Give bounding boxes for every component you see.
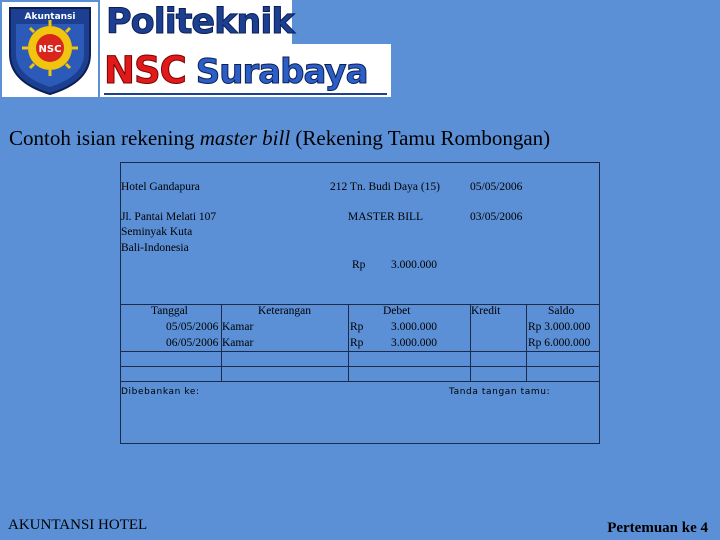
address-line: Seminyak Kuta — [121, 226, 193, 238]
footer-session: Pertemuan ke 4 — [607, 520, 708, 536]
row-debet: 3.000.000 — [391, 321, 437, 333]
footer-course: AKUNTANSI HOTEL — [8, 517, 148, 533]
row-tanggal: 06/05/2006 — [166, 337, 219, 349]
deposit-amount: 3.000.000 — [391, 259, 437, 271]
row-tanggal: 05/05/2006 — [166, 321, 219, 333]
politeknik-logo — [100, 0, 391, 97]
ledger-column-divider — [348, 304, 349, 381]
column-saldo: Saldo — [548, 305, 575, 317]
column-debet: Debet — [383, 305, 411, 317]
slide-title — [9, 126, 550, 151]
master-bill-form — [120, 162, 600, 444]
row-saldo: Rp 3.000.000 — [528, 321, 591, 333]
row-saldo: Rp 6.000.000 — [528, 337, 591, 349]
date-2: 03/05/2006 — [470, 211, 523, 223]
svg-text:NSC: NSC — [38, 44, 62, 55]
row-debet: 3.000.000 — [391, 337, 437, 349]
row-debet-currency: Rp — [350, 337, 364, 349]
svg-text:Akuntansi: Akuntansi — [24, 12, 76, 22]
column-keterangan: Keterangan — [258, 305, 311, 317]
bill-type-label: MASTER BILL — [348, 211, 424, 223]
ledger-line — [121, 381, 599, 382]
column-kredit: Kredit — [471, 305, 501, 317]
ledger-line — [121, 304, 599, 305]
brand-line-1: Politeknik — [100, 0, 292, 44]
hotel-name: Hotel Gandapura — [121, 181, 200, 193]
row-debet-currency: Rp — [350, 321, 364, 333]
brand-nsc: NSC — [104, 49, 186, 92]
charged-to-label: Dibebankan ke: — [121, 387, 200, 397]
ledger-line — [121, 366, 599, 367]
address-line: Jl. Pantai Melati 107 — [121, 211, 217, 223]
guest-signature-label: Tanda tangan tamu: — [449, 387, 551, 397]
title-prefix: Contoh isian rekening — [9, 126, 200, 150]
row-keterangan: Kamar — [222, 321, 254, 333]
ledger-column-divider — [526, 304, 527, 381]
title-suffix: (Rekening Tamu Rombongan) — [290, 126, 551, 150]
brand-underline — [104, 93, 387, 95]
title-italic: master bill — [199, 126, 291, 150]
akuntansi-seal-logo — [2, 2, 98, 97]
room-guest-info: 212 Tn. Budi Daya (15) — [330, 181, 440, 193]
brand-surabaya: Surabaya — [195, 52, 368, 92]
ledger-line — [121, 351, 599, 352]
seal-icon — [2, 2, 98, 97]
address-line: Bali-Indonesia — [121, 242, 189, 254]
deposit-currency: Rp — [352, 259, 366, 271]
column-tanggal: Tanggal — [151, 305, 188, 317]
date-1: 05/05/2006 — [470, 181, 523, 193]
brand-line-2 — [100, 44, 391, 97]
row-keterangan: Kamar — [222, 337, 254, 349]
